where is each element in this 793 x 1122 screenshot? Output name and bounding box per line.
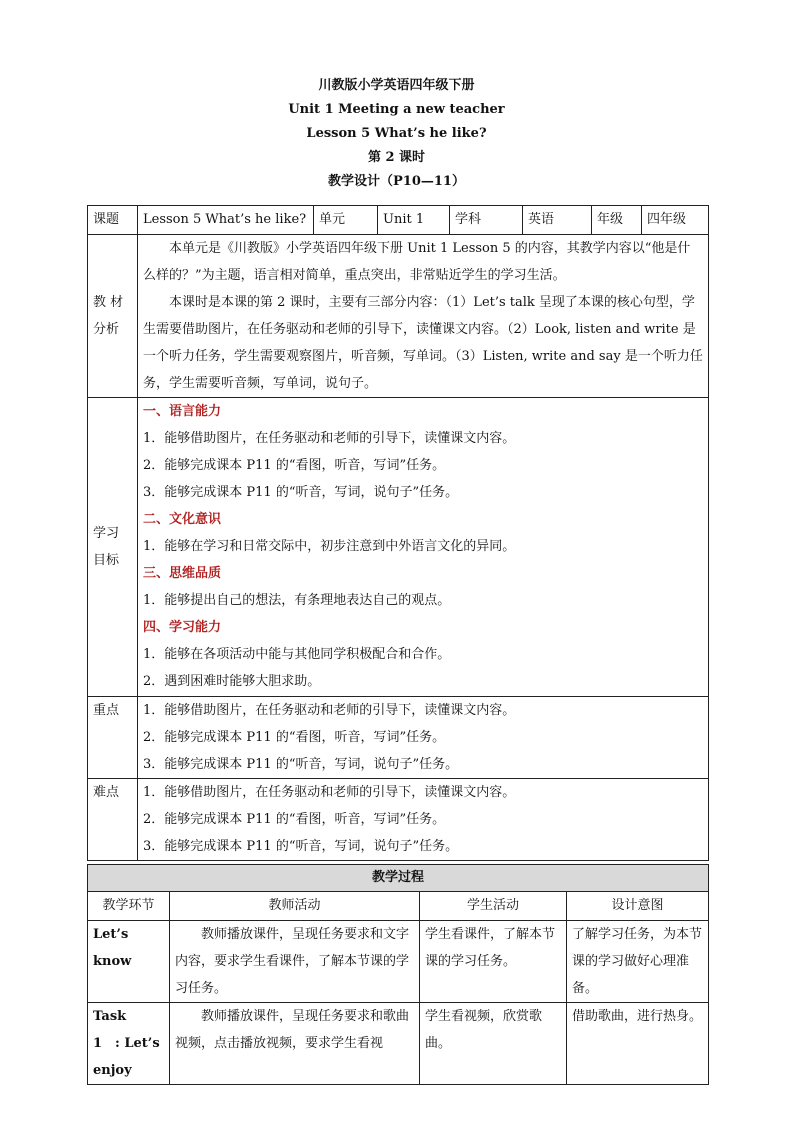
process-row — [88, 1003, 709, 1085]
teaching-process-table — [87, 864, 709, 1085]
key-point-item: 3．能够完成课本 P11 的“听音，写词，说句子”任务。 — [143, 757, 459, 772]
subject-value: 英语 — [523, 206, 592, 235]
goals-label-2: 目标 — [93, 553, 120, 568]
doc-period: 第 2 课时 — [367, 150, 426, 165]
key-points-row — [88, 697, 709, 779]
info-row — [88, 206, 709, 235]
doc-title: 川教版小学英语四年级下册 — [318, 78, 475, 93]
subject-label: 学科 — [450, 206, 523, 235]
stage-cell: Task 1 : Let’s enjoy — [88, 1003, 170, 1085]
goal-item: 1．能够在学习和日常交际中，初步注意到中外语言文化的异同。 — [143, 539, 516, 554]
process-title: 教学过程 — [88, 865, 709, 892]
lesson-plan-table — [87, 205, 709, 861]
goals-label-1: 学习 — [93, 526, 120, 541]
key-points-label: 重点 — [88, 697, 138, 779]
doc-lesson: Lesson 5 What’s he like? — [306, 126, 487, 141]
student-cell: 学生看视频，欣赏歌曲。 — [420, 1003, 567, 1085]
process-row — [88, 921, 709, 1003]
grade-label: 年级 — [592, 206, 642, 235]
col-stage: 教学环节 — [88, 892, 170, 921]
difficult-points-label: 难点 — [88, 779, 138, 861]
col-teacher: 教师活动 — [170, 892, 420, 921]
unit-value: Unit 1 — [378, 206, 450, 235]
analysis-content — [138, 235, 709, 398]
goal-heading: 一、语言能力 — [143, 404, 222, 419]
col-student: 学生活动 — [420, 892, 567, 921]
stage-cell: Let’s know — [88, 921, 170, 1003]
teacher-cell: 教师播放课件，呈现任务要求和歌曲视频，点击播放视频，要求学生看视 — [170, 1003, 420, 1085]
process-title-row — [88, 865, 709, 892]
analysis-para-2: 本课时是本课的第 2 课时，主要有三部分内容：（1）Let’s talk 呈现了本课的核心句型，学生需要借助图片，在任务驱动和老师的引导下，读懂课文内容。（2）Look, listen and write 是一个听力任务，学生需要观察图片，听音频，写单词。（3）Listen, write and say 是一个听力任务，学生需要听音频，写单词，说句子。 — [143, 295, 703, 391]
goal-item: 3．能够完成课本 P11 的“听音，写词，说句子”任务。 — [143, 485, 459, 500]
analysis-row — [88, 235, 709, 398]
goal-item: 2．能够完成课本 P11 的“看图，听音，写词”任务。 — [143, 458, 446, 473]
document-header — [0, 74, 793, 194]
goals-label — [88, 398, 138, 697]
difficult-point-item: 1．能够借助图片，在任务驱动和老师的引导下，读懂课文内容。 — [143, 785, 516, 800]
doc-unit: Unit 1 Meeting a new teacher — [288, 102, 505, 117]
grade-value: 四年级 — [642, 206, 709, 235]
analysis-label — [88, 235, 138, 398]
topic-label: 课题 — [88, 206, 138, 235]
goal-heading: 四、学习能力 — [143, 620, 222, 635]
goal-heading: 二、文化意识 — [143, 512, 222, 527]
analysis-label-1: 教 材 — [93, 295, 124, 310]
difficult-points-content — [138, 779, 709, 861]
goal-item: 1．能够提出自己的想法，有条理地表达自己的观点。 — [143, 593, 451, 608]
unit-label: 单元 — [314, 206, 378, 235]
difficult-point-item: 2．能够完成课本 P11 的“看图，听音，写词”任务。 — [143, 812, 446, 827]
key-points-content — [138, 697, 709, 779]
goal-heading: 三、思维品质 — [143, 566, 222, 581]
goal-item: 2．遇到困难时能够大胆求助。 — [143, 674, 321, 689]
goals-content — [138, 398, 709, 697]
topic-value: Lesson 5 What’s he like? — [138, 206, 314, 235]
col-intent: 设计意图 — [567, 892, 709, 921]
doc-design: 教学设计（P10—11） — [328, 174, 465, 189]
student-cell: 学生看课件，了解本节课的学习任务。 — [420, 921, 567, 1003]
intent-cell: 借助歌曲，进行热身。 — [567, 1003, 709, 1085]
difficult-points-row — [88, 779, 709, 861]
goal-item: 1．能够在各项活动中能与其他同学积极配合和合作。 — [143, 647, 451, 662]
key-point-item: 2．能够完成课本 P11 的“看图，听音，写词”任务。 — [143, 730, 446, 745]
difficult-point-item: 3．能够完成课本 P11 的“听音，写词，说句子”任务。 — [143, 839, 459, 854]
process-header-row — [88, 892, 709, 921]
teacher-cell: 教师播放课件，呈现任务要求和文字内容，要求学生看课件，了解本节课的学习任务。 — [170, 921, 420, 1003]
key-point-item: 1．能够借助图片，在任务驱动和老师的引导下，读懂课文内容。 — [143, 703, 516, 718]
goal-item: 1．能够借助图片，在任务驱动和老师的引导下，读懂课文内容。 — [143, 431, 516, 446]
goals-row — [88, 398, 709, 697]
intent-cell: 了解学习任务，为本节课的学习做好心理准备。 — [567, 921, 709, 1003]
analysis-para-1: 本单元是《川教版》小学英语四年级下册 Unit 1 Lesson 5 的内容，其教学内容以“他是什么样的？”为主题，语言相对简单，重点突出，非常贴近学生的学习生活。 — [143, 241, 691, 283]
analysis-label-2: 分析 — [93, 322, 120, 337]
